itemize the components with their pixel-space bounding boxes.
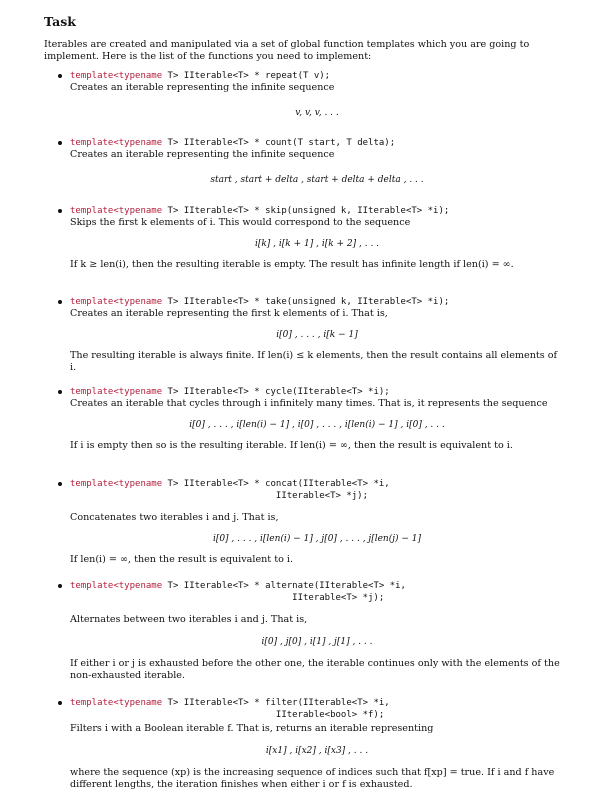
sequence-formula: i[0] , . . . , i[len(i) − 1] , i[0] , . . . , i[len(i) − 1] , i[0] , . . . bbox=[189, 420, 445, 430]
function-note: If i is empty then so is the resulting iterable. If len(i) = ∞, then the result is equivalent to i. bbox=[70, 440, 513, 451]
bullet-icon bbox=[58, 141, 62, 145]
function-description: Creates an iterable representing the infinite sequence bbox=[70, 82, 335, 93]
function-description: Concatenates two iterables i and j. That is, bbox=[70, 512, 279, 523]
signature-keyword: template<typename bbox=[70, 581, 163, 591]
sequence-formula: v, v, v, . . . bbox=[295, 108, 339, 118]
function-description: Filters i with a Boolean iterable f. That is, returns an iterable representing bbox=[70, 723, 434, 734]
function-description: Alternates between two iterables i and j. That is, bbox=[70, 614, 308, 625]
function-signature bbox=[70, 386, 564, 398]
signature-rest: T> IIterable<T> * filter(IIterable<T> *i, IIterable<bool> *f); bbox=[167, 698, 390, 720]
signature-rest: T> IIterable<T> * repeat(T v); bbox=[162, 71, 331, 81]
function-note: where the sequence (xp) is the increasing sequence of indices such that f[xp] = true. If i and f have different lengths, the iteration finishes when either i or f is exhausted. bbox=[70, 767, 555, 790]
signature-keyword: template<typename bbox=[70, 698, 163, 708]
function-item-count bbox=[44, 137, 564, 186]
function-note: If either i or j is exhausted before the other one, the iterable continues only with the elements of the non-exhausted iterable. bbox=[70, 658, 560, 681]
signature-keyword: template<typename bbox=[70, 387, 163, 397]
bullet-icon bbox=[58, 390, 62, 394]
function-signature bbox=[70, 205, 564, 217]
bullet-icon bbox=[58, 482, 62, 486]
function-description: Creates an iterable that cycles through i infinitely many times. That is, it represents the sequence bbox=[70, 398, 548, 409]
function-signature bbox=[70, 478, 564, 502]
function-signature bbox=[70, 296, 564, 308]
function-item-repeat bbox=[44, 70, 564, 119]
function-signature bbox=[70, 137, 564, 149]
function-description: Creates an iterable representing the infinite sequence bbox=[70, 149, 335, 160]
sequence-formula: i[0] , . . . , i[len(i) − 1] , j[0] , . . . , j[len(j) − 1] bbox=[212, 534, 422, 544]
function-note: If len(i) = ∞, then the result is equivalent to i. bbox=[70, 554, 294, 565]
intro-paragraph: Iterables are created and manipulated via a set of global function templates which you are going to implement. Here is the list of the functions you need to implement: bbox=[44, 39, 530, 62]
page-title: Task bbox=[44, 14, 76, 29]
function-item-alternate bbox=[44, 580, 564, 682]
sequence-formula: i[0] , . . . , i[k − 1] bbox=[276, 330, 358, 340]
function-item-concat bbox=[44, 478, 564, 566]
bullet-icon bbox=[58, 74, 62, 78]
function-item-filter bbox=[44, 697, 564, 791]
signature-rest: T> IIterable<T> * cycle(IIterable<T> *i); bbox=[162, 387, 390, 397]
function-description: Skips the first k elements of i. This would correspond to the sequence bbox=[70, 217, 411, 228]
function-note: The resulting iterable is always finite. If len(i) ≤ k elements, then the result contains all elements of i. bbox=[70, 350, 558, 373]
sequence-formula: i[k] , i[k + 1] , i[k + 2] , . . . bbox=[254, 239, 380, 249]
sequence-formula: start , start + delta , start + delta + delta , . . . bbox=[210, 175, 424, 185]
signature-keyword: template<typename bbox=[70, 297, 163, 307]
signature-keyword: template<typename bbox=[70, 479, 163, 489]
function-signature bbox=[70, 70, 564, 82]
function-item-skip bbox=[44, 205, 564, 271]
function-item-cycle bbox=[44, 386, 564, 452]
signature-rest: T> IIterable<T> * take(unsigned k, IIterable<T> *i); bbox=[162, 297, 450, 307]
function-signature bbox=[70, 580, 564, 604]
signature-rest: T> IIterable<T> * skip(unsigned k, IIterable<T> *i); bbox=[162, 206, 450, 216]
signature-keyword: template<typename bbox=[70, 206, 163, 216]
sequence-formula: i[x1] , i[x2] , i[x3] , . . . bbox=[265, 746, 369, 756]
signature-rest: T> IIterable<T> * alternate(IIterable<T> *i, IIterable<T> *j); bbox=[167, 581, 406, 603]
function-description: Creates an iterable representing the first k elements of i. That is, bbox=[70, 308, 388, 319]
signature-keyword: template<typename bbox=[70, 71, 163, 81]
signature-rest: T> IIterable<T> * concat(IIterable<T> *i, IIterable<T> *j); bbox=[167, 479, 390, 501]
bullet-icon bbox=[58, 701, 62, 705]
signature-keyword: template<typename bbox=[70, 138, 163, 148]
bullet-icon bbox=[58, 209, 62, 213]
signature-rest: T> IIterable<T> * count(T start, T delta); bbox=[162, 138, 396, 148]
sequence-formula: i[0] , j[0] , i[1] , j[1] , . . . bbox=[261, 637, 373, 647]
function-note: If k ≥ len(i), then the resulting iterable is empty. The result has infinite length if len(i) = ∞. bbox=[70, 259, 514, 270]
bullet-icon bbox=[58, 300, 62, 304]
function-signature bbox=[70, 697, 564, 721]
function-item-take bbox=[44, 296, 564, 374]
bullet-icon bbox=[58, 584, 62, 588]
